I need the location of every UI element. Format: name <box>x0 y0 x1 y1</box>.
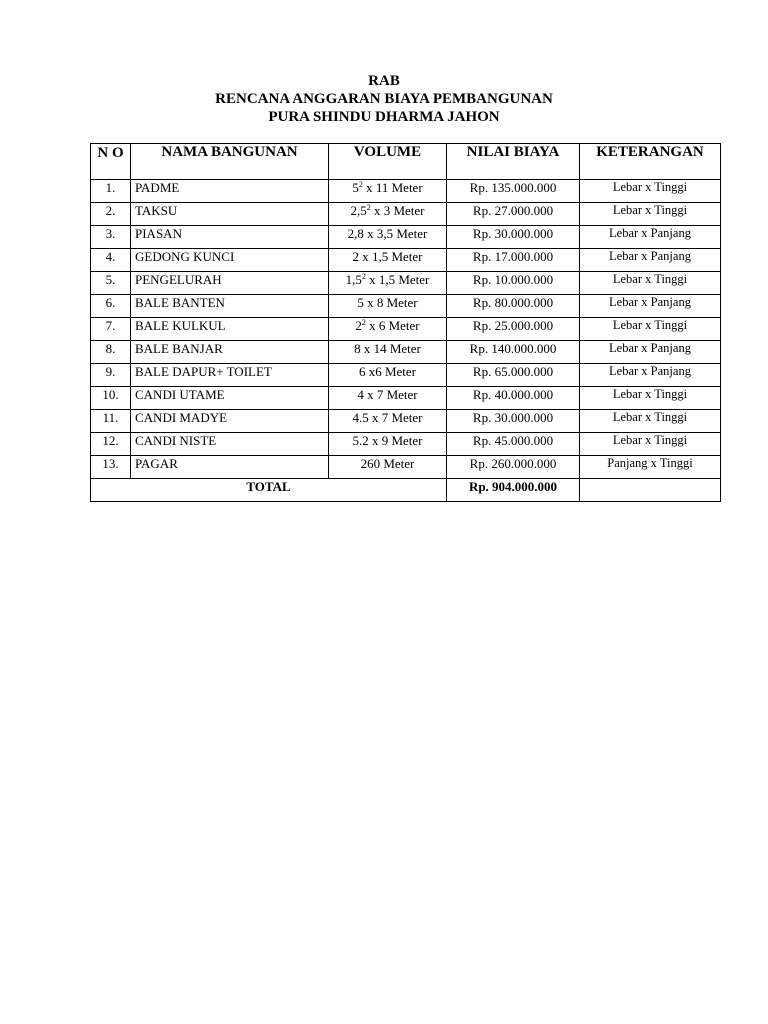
total-value: Rp. 904.000.000 <box>447 479 580 502</box>
cost-value: Rp. 135.000.000 <box>447 180 580 203</box>
total-note-cell <box>580 479 721 502</box>
building-name: BALE BANJAR <box>131 341 329 364</box>
row-number: 11. <box>91 410 131 433</box>
row-number: 9. <box>91 364 131 387</box>
column-header-volume: VOLUME <box>329 144 447 180</box>
table-row <box>91 272 721 295</box>
volume-base: 1,5 <box>345 272 362 287</box>
dimension-note: Lebar x Panjang <box>580 249 721 272</box>
column-header-value: NILAI BIAYA <box>447 144 580 180</box>
volume-base: 5.2 x 9 Meter <box>352 433 423 448</box>
volume-base: 2 <box>355 318 362 333</box>
cost-value: Rp. 65.000.000 <box>447 364 580 387</box>
volume-cell <box>329 180 447 203</box>
table-row <box>91 433 721 456</box>
cost-value: Rp. 45.000.000 <box>447 433 580 456</box>
row-number: 5. <box>91 272 131 295</box>
dimension-note: Lebar x Tinggi <box>580 318 721 341</box>
document-title <box>0 72 768 126</box>
cost-value: Rp. 17.000.000 <box>447 249 580 272</box>
dimension-note: Lebar x Tinggi <box>580 410 721 433</box>
volume-cell <box>329 456 447 479</box>
volume-cell <box>329 433 447 456</box>
row-number: 6. <box>91 295 131 318</box>
building-name: CANDI UTAME <box>131 387 329 410</box>
volume-cell <box>329 249 447 272</box>
table-row <box>91 180 721 203</box>
column-header-note: KETERANGAN <box>580 144 721 180</box>
volume-base: 5 x 8 Meter <box>357 295 418 310</box>
table-row <box>91 249 721 272</box>
building-name: BALE BANTEN <box>131 295 329 318</box>
table-row <box>91 387 721 410</box>
volume-base: 5 <box>352 180 359 195</box>
building-name: PAGAR <box>131 456 329 479</box>
table-row <box>91 318 721 341</box>
budget-table <box>90 143 721 502</box>
row-number: 7. <box>91 318 131 341</box>
volume-exponent: 2 <box>361 318 366 327</box>
table-row <box>91 226 721 249</box>
cost-value: Rp. 10.000.000 <box>447 272 580 295</box>
building-name: GEDONG KUNCI <box>131 249 329 272</box>
dimension-note: Panjang x Tinggi <box>580 456 721 479</box>
cost-value: Rp. 80.000.000 <box>447 295 580 318</box>
cost-value: Rp. 40.000.000 <box>447 387 580 410</box>
volume-cell <box>329 226 447 249</box>
volume-base: 2,5 <box>350 203 367 218</box>
building-name: BALE DAPUR+ TOILET <box>131 364 329 387</box>
cost-value: Rp. 25.000.000 <box>447 318 580 341</box>
title-rencana-anggaran: RENCANA ANGGARAN BIAYA PEMBANGUNAN <box>215 91 553 107</box>
table-row <box>91 341 721 364</box>
building-name: BALE KULKUL <box>131 318 329 341</box>
volume-rest: x 6 Meter <box>365 318 420 333</box>
dimension-note: Lebar x Tinggi <box>580 433 721 456</box>
volume-cell <box>329 387 447 410</box>
volume-cell <box>329 272 447 295</box>
cost-value: Rp. 30.000.000 <box>447 410 580 433</box>
table-header-row <box>91 144 721 180</box>
dimension-note: Lebar x Panjang <box>580 364 721 387</box>
building-name: PADME <box>131 180 329 203</box>
volume-base: 260 Meter <box>360 456 415 471</box>
dimension-note: Lebar x Panjang <box>580 295 721 318</box>
cost-value: Rp. 140.000.000 <box>447 341 580 364</box>
volume-base: 4.5 x 7 Meter <box>352 410 423 425</box>
column-header-no: N O <box>91 144 131 180</box>
volume-rest: x 1,5 Meter <box>365 272 430 287</box>
dimension-note: Lebar x Tinggi <box>580 180 721 203</box>
row-number: 8. <box>91 341 131 364</box>
volume-cell <box>329 318 447 341</box>
volume-base: 4 x 7 Meter <box>357 387 418 402</box>
volume-base: 6 x6 Meter <box>358 364 417 379</box>
table-row <box>91 364 721 387</box>
building-name: CANDI NISTE <box>131 433 329 456</box>
cost-value: Rp. 30.000.000 <box>447 226 580 249</box>
building-name: TAKSU <box>131 203 329 226</box>
row-number: 10. <box>91 387 131 410</box>
dimension-note: Lebar x Tinggi <box>580 203 721 226</box>
row-number: 4. <box>91 249 131 272</box>
volume-base: 8 x 14 Meter <box>354 341 421 356</box>
table-row <box>91 295 721 318</box>
row-number: 2. <box>91 203 131 226</box>
volume-rest: x 3 Meter <box>370 203 425 218</box>
volume-cell <box>329 295 447 318</box>
title-rab: RAB <box>368 73 400 89</box>
row-number: 1. <box>91 180 131 203</box>
volume-cell <box>329 410 447 433</box>
volume-exponent: 2 <box>358 180 363 189</box>
table-row <box>91 203 721 226</box>
volume-exponent: 2 <box>361 272 366 281</box>
building-name: PIASAN <box>131 226 329 249</box>
building-name: CANDI MADYE <box>131 410 329 433</box>
column-header-name: NAMA BANGUNAN <box>131 144 329 180</box>
table-row <box>91 410 721 433</box>
cost-value: Rp. 260.000.000 <box>447 456 580 479</box>
row-number: 12. <box>91 433 131 456</box>
building-name: PENGELURAH <box>131 272 329 295</box>
cost-value: Rp. 27.000.000 <box>447 203 580 226</box>
title-pura-name: PURA SHINDU DHARMA JAHON <box>268 109 500 125</box>
volume-base: 2,8 x 3,5 Meter <box>347 226 428 241</box>
volume-rest: x 11 Meter <box>362 180 423 195</box>
volume-base: 2 x 1,5 Meter <box>352 249 423 264</box>
dimension-note: Lebar x Tinggi <box>580 387 721 410</box>
total-label: TOTAL <box>91 479 447 502</box>
volume-cell <box>329 203 447 226</box>
table-row <box>91 456 721 479</box>
total-row <box>91 479 721 502</box>
dimension-note: Lebar x Panjang <box>580 226 721 249</box>
row-number: 13. <box>91 456 131 479</box>
row-number: 3. <box>91 226 131 249</box>
dimension-note: Lebar x Panjang <box>580 341 721 364</box>
volume-exponent: 2 <box>366 203 371 212</box>
volume-cell <box>329 341 447 364</box>
volume-cell <box>329 364 447 387</box>
dimension-note: Lebar x Tinggi <box>580 272 721 295</box>
